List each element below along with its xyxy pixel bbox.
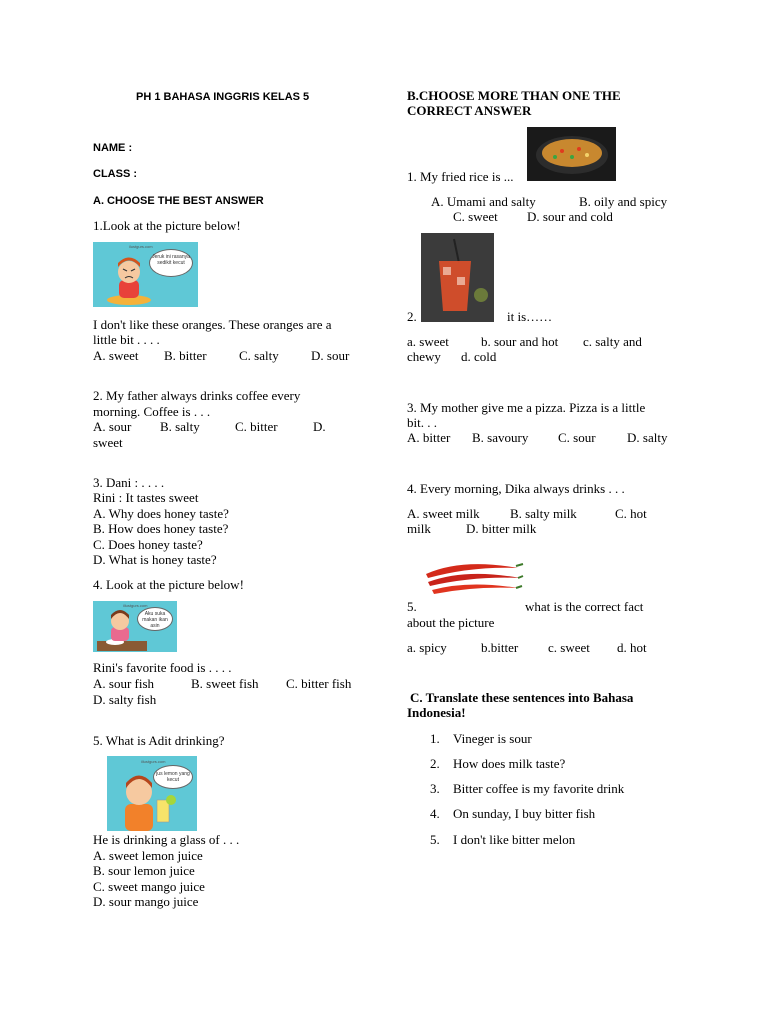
translate-item-number: 3. — [430, 781, 440, 796]
option-a1-c[interactable]: C. salty — [239, 348, 279, 363]
option-b2-d[interactable]: d. cold — [461, 349, 497, 364]
question-a4-prompt: 4. Look at the picture below! — [93, 577, 244, 592]
option-b4-d[interactable]: D. bitter milk — [466, 521, 537, 536]
option-b5-a[interactable]: a. spicy — [407, 640, 447, 655]
question-a2-line1: 2. My father always drinks coffee every — [93, 388, 301, 403]
question-b2-tail: it is…… — [507, 309, 553, 324]
question-a1-prompt: 1.Look at the picture below! — [93, 218, 241, 233]
question-a5-prompt: 5. What is Adit drinking? — [93, 733, 225, 748]
translate-item-text: How does milk taste? — [453, 756, 566, 771]
option-b3-b[interactable]: B. savoury — [472, 430, 529, 445]
fried-rice-icon — [527, 127, 616, 181]
section-a-heading: A. CHOOSE THE BEST ANSWER — [93, 195, 264, 207]
option-a5-d[interactable]: D. sour mango juice — [93, 894, 199, 909]
question-b5-line2: about the picture — [407, 615, 495, 630]
translate-item-number: 1. — [430, 731, 440, 746]
translate-item-text: Vineger is sour — [453, 731, 532, 746]
option-a4-d[interactable]: D. salty fish — [93, 692, 157, 707]
option-a3-d[interactable]: D. What is honey taste? — [93, 552, 217, 567]
option-a5-c[interactable]: C. sweet mango juice — [93, 879, 205, 894]
option-b3-a[interactable]: A. bitter — [407, 430, 451, 445]
question-a1-line1: I don't like these oranges. These oranges are a — [93, 317, 332, 332]
fried-rice-image — [527, 127, 616, 181]
class-label: CLASS : — [93, 168, 137, 180]
question-b3-line1: 3. My mother give me a pizza. Pizza is a little — [407, 400, 646, 415]
option-b3-c[interactable]: C. sour — [558, 430, 596, 445]
girl-eating-fish-image — [93, 601, 177, 652]
option-b2-c[interactable]: c. salty and — [583, 334, 642, 349]
question-b5-tail: what is the correct fact — [525, 599, 644, 614]
option-a4-a[interactable]: A. sour fish — [93, 676, 155, 691]
option-a4-b[interactable]: B. sweet fish — [191, 676, 259, 691]
option-b2-a[interactable]: a. sweet — [407, 334, 449, 349]
translate-item-number: 4. — [430, 806, 440, 821]
section-c-heading-line2: Indonesia! — [407, 705, 466, 720]
option-b1-a[interactable]: A. Umami and salty — [431, 194, 536, 209]
option-b5-c[interactable]: c. sweet — [548, 640, 590, 655]
section-b-heading-line1: B.CHOOSE MORE THAN ONE THE — [407, 88, 621, 103]
angry-boy-orange-image — [93, 242, 198, 307]
iced-drink-image — [421, 233, 494, 322]
image-site-label: illustgurs.com — [123, 603, 148, 608]
option-b4-a[interactable]: A. sweet milk — [407, 506, 480, 521]
option-a3-b[interactable]: B. How does honey taste? — [93, 521, 229, 536]
question-b1-prompt: 1. My fried rice is ... — [407, 169, 514, 184]
option-b4-c[interactable]: C. hot — [615, 506, 647, 521]
option-b1-c[interactable]: C. sweet — [453, 209, 498, 224]
option-b4-c-cont: milk — [407, 521, 431, 536]
translate-item-number: 2. — [430, 756, 440, 771]
image-site-label: ilustgurs.com — [129, 244, 153, 249]
red-chili-icon — [422, 554, 524, 600]
option-a1-d[interactable]: D. sour — [311, 348, 350, 363]
speech-bubble: jus lemon yang kecut — [153, 765, 193, 789]
question-b3-line2: bit. . . — [407, 415, 437, 430]
option-a2-c[interactable]: C. bitter — [235, 419, 278, 434]
boy-lemon-juice-image — [107, 756, 197, 831]
question-a4-line1: Rini's favorite food is . . . . — [93, 660, 232, 675]
red-chili-image — [422, 554, 524, 600]
translate-item-number: 5. — [430, 832, 440, 847]
question-b2-number: 2. — [407, 309, 417, 324]
option-a2-a[interactable]: A. sour — [93, 419, 132, 434]
speech-bubble: Aku suka makan ikan asin — [137, 607, 173, 631]
boy-drinking-icon — [107, 756, 197, 831]
name-label: NAME : — [93, 142, 133, 154]
question-a1-line2: little bit . . . . — [93, 332, 160, 347]
question-a3-line2: Rini : It tastes sweet — [93, 490, 199, 505]
option-b4-b[interactable]: B. salty milk — [510, 506, 577, 521]
option-b2-c-cont: chewy — [407, 349, 441, 364]
option-b1-d[interactable]: D. sour and cold — [527, 209, 613, 224]
option-a1-a[interactable]: A. sweet — [93, 348, 139, 363]
section-c-heading-line1: C. Translate these sentences into Bahasa — [410, 690, 634, 705]
page-title: PH 1 BAHASA INGGRIS KELAS 5 — [136, 91, 310, 103]
option-b3-d[interactable]: D. salty — [627, 430, 668, 445]
option-b5-b[interactable]: b.bitter — [481, 640, 519, 655]
question-b4-line1: 4. Every morning, Dika always drinks . . . — [407, 481, 625, 496]
section-b-heading-line2: CORRECT ANSWER — [407, 103, 532, 118]
image-site-label: illustgurs.com — [141, 759, 166, 764]
option-a2-d[interactable]: D. — [313, 419, 326, 434]
question-a5-line1: He is drinking a glass of . . . — [93, 832, 240, 847]
translate-item-text: I don't like bitter melon — [453, 832, 576, 847]
option-a4-c[interactable]: C. bitter fish — [286, 676, 352, 691]
option-a5-a[interactable]: A. sweet lemon juice — [93, 848, 203, 863]
option-a3-c[interactable]: C. Does honey taste? — [93, 537, 203, 552]
translate-item-text: On sunday, I buy bitter fish — [453, 806, 596, 821]
option-b5-d[interactable]: d. hot — [617, 640, 647, 655]
question-a2-line2: morning. Coffee is . . . — [93, 404, 211, 419]
option-a3-a[interactable]: A. Why does honey taste? — [93, 506, 229, 521]
option-b1-b[interactable]: B. oily and spicy — [579, 194, 668, 209]
question-b5-number: 5. — [407, 599, 417, 614]
option-a5-b[interactable]: B. sour lemon juice — [93, 863, 195, 878]
girl-eating-icon — [93, 601, 177, 652]
translate-item-text: Bitter coffee is my favorite drink — [453, 781, 625, 796]
angry-boy-icon — [93, 242, 198, 307]
option-b2-b[interactable]: b. sour and hot — [481, 334, 559, 349]
speech-bubble: Jeruk ini rasanya sedikit kecut — [149, 249, 193, 277]
iced-drink-icon — [421, 233, 494, 322]
option-a2-d-text: sweet — [93, 435, 123, 450]
question-a3-line1: 3. Dani : . . . . — [93, 475, 165, 490]
option-a2-b[interactable]: B. salty — [160, 419, 200, 434]
option-a1-b[interactable]: B. bitter — [164, 348, 207, 363]
